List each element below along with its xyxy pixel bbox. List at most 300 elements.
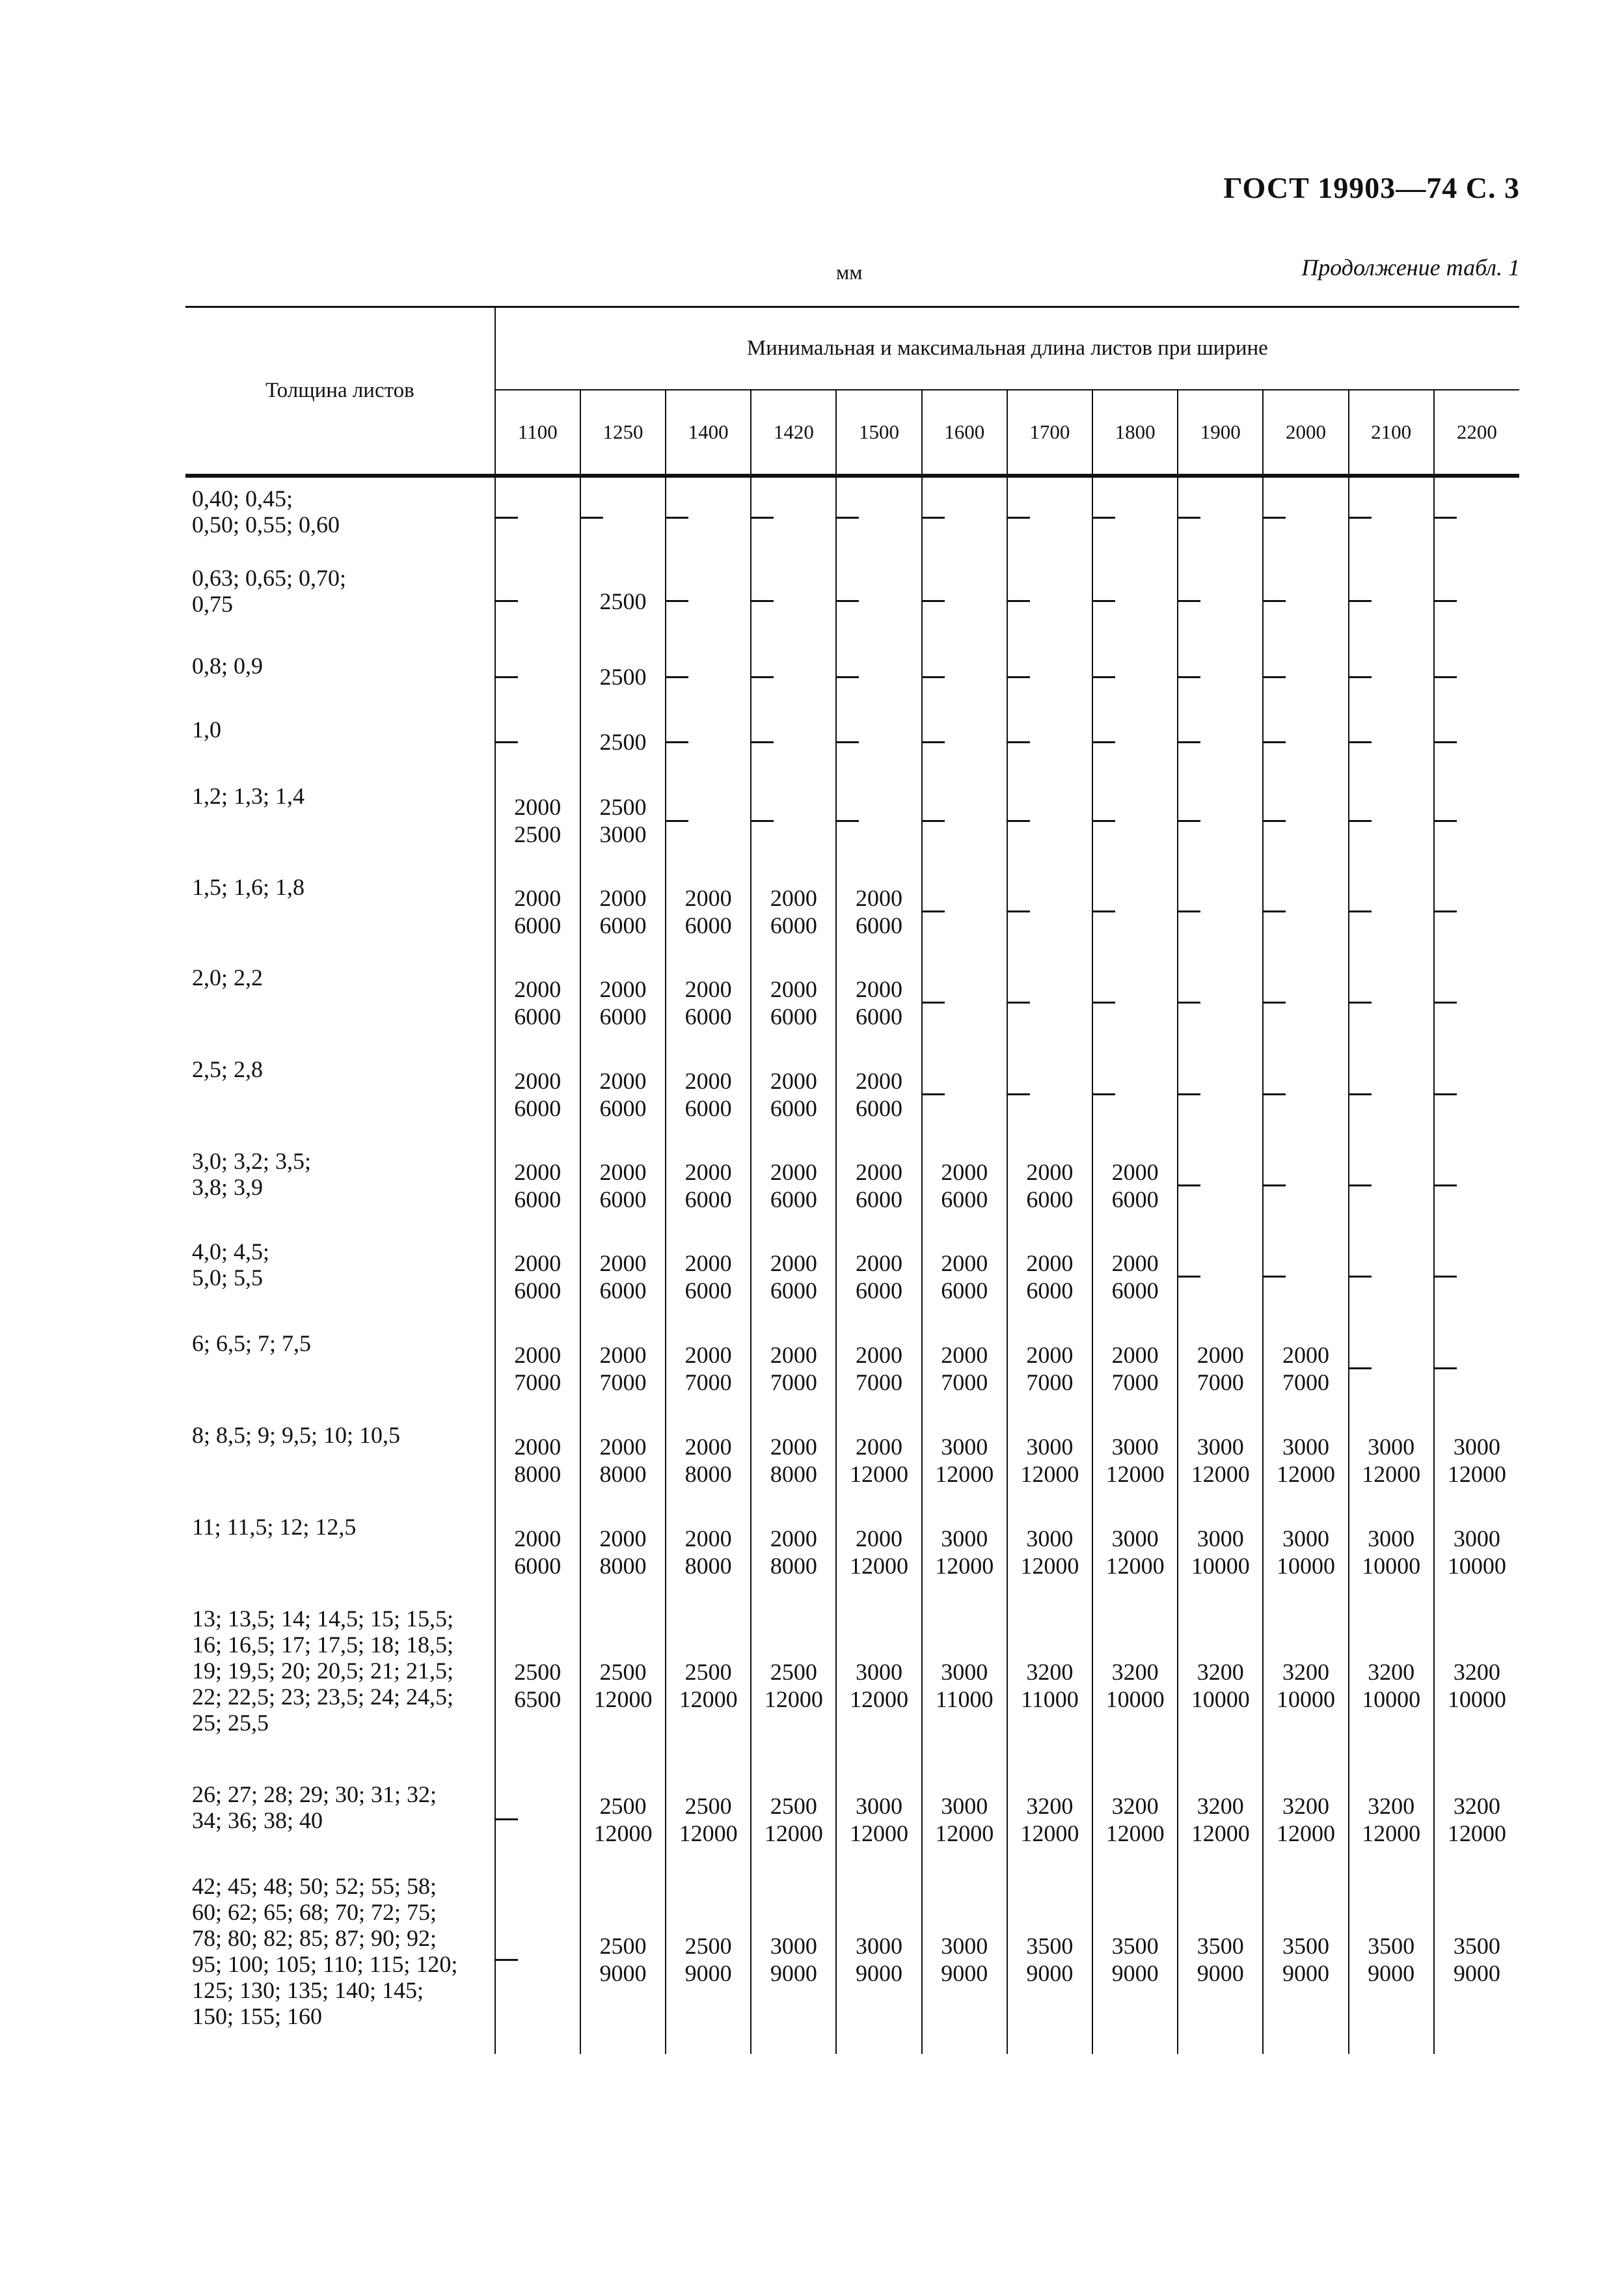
not-applicable-dash [1264,820,1286,822]
min-length: 2000 [684,1525,732,1552]
min-length: 3000 [1368,1525,1415,1552]
max-length: 10000 [1447,1552,1506,1579]
not-applicable-dash [1264,600,1286,602]
min-length: 3000 [941,1933,988,1959]
min-length: 2500 [684,1659,732,1685]
max-length: 2500 [514,821,562,847]
length-cell [1434,1140,1519,1231]
not-applicable-dash [1178,517,1200,519]
max-length: 6000 [684,1003,732,1030]
max-length: 10000 [1276,1552,1335,1579]
min-length: 2000 [684,1158,732,1185]
min-length: 2000 [856,1158,903,1185]
not-applicable-dash [581,517,603,519]
min-length: 2000 [599,884,647,911]
length-cell [580,476,666,557]
min-length: 2500 [599,664,647,690]
max-length: 12000 [1191,1820,1250,1846]
thickness-line: 2,0; 2,2 [192,965,264,991]
length-cell [836,1140,921,1231]
length-cell [666,1048,751,1140]
max-length: 12000 [1447,1460,1506,1487]
min-length: 3000 [1282,1525,1329,1552]
length-cell [1007,1598,1092,1773]
length-cell [836,775,921,866]
length-cell [751,1506,836,1598]
max-length: 6000 [599,912,647,938]
table-row [185,1231,1519,1322]
max-length: 12000 [1276,1460,1335,1487]
not-applicable-dash [1435,1367,1457,1369]
length-cell [922,775,1007,866]
min-length: 2500 [599,729,647,755]
length-cell [751,1140,836,1231]
not-applicable-dash [751,741,774,743]
not-applicable-dash [1264,1184,1286,1186]
sheet-length-table [185,306,1519,2054]
min-length: 2000 [856,1067,903,1094]
length-cell [836,709,921,775]
width-column-header: 1400 [666,390,751,476]
table-row [185,866,1519,957]
max-length: 9000 [684,1960,732,1986]
min-length: 2000 [1026,1158,1074,1185]
min-length: 2000 [599,976,647,1002]
max-length: 12000 [935,1460,994,1487]
not-applicable-dash [1349,600,1372,602]
length-cell [666,1322,751,1414]
length-cell [1007,1140,1092,1231]
thickness-line: 150; 155; 160 [192,2003,323,2029]
length-cell [836,957,921,1048]
not-applicable-dash [1093,741,1115,743]
not-applicable-dash [837,600,859,602]
not-applicable-dash [1349,1276,1372,1278]
not-applicable-dash [1349,1367,1372,1369]
max-length: 6000 [1026,1186,1074,1212]
length-cell [751,709,836,775]
max-length: 7000 [856,1369,903,1395]
max-length: 9000 [770,1960,817,1986]
length-cell [1263,866,1348,957]
min-length: 2000 [770,1525,817,1552]
unit-label: мм [836,260,863,284]
length-cell [495,1048,580,1140]
length-cell [751,1231,836,1322]
not-applicable-dash [923,741,945,743]
length-cell [1434,476,1519,557]
not-applicable-dash [1435,820,1457,822]
not-applicable-dash [837,741,859,743]
not-applicable-dash [1349,676,1372,678]
length-cell [1007,866,1092,957]
not-applicable-dash [1435,1276,1457,1278]
thickness-line: 1,0 [192,717,221,743]
table-row [185,645,1519,709]
max-length: 9000 [856,1960,903,1986]
max-length: 9000 [1368,1960,1415,1986]
min-length: 2000 [770,1067,817,1094]
thickness-line: 8; 8,5; 9; 9,5; 10; 10,5 [192,1422,401,1448]
min-length: 2000 [514,1525,562,1552]
length-cell [1434,1773,1519,1865]
table-row [185,1322,1519,1414]
length-cell [1434,709,1519,775]
thickness-cell [185,775,495,866]
min-length: 2000 [856,1341,903,1368]
length-cell [1263,645,1348,709]
max-length: 6000 [514,1003,562,1030]
max-length: 6000 [770,1003,817,1030]
max-length: 12000 [1362,1820,1421,1846]
max-length: 12000 [1105,1460,1165,1487]
min-length: 3000 [1111,1525,1159,1552]
not-applicable-dash [1093,517,1115,519]
min-length: 3000 [941,1525,988,1552]
min-length: 2500 [599,1933,647,1959]
length-cell [836,1506,921,1598]
min-length: 3200 [1111,1792,1159,1819]
length-cell [666,1231,751,1322]
length-cell [580,1865,666,2054]
max-length: 7000 [514,1369,562,1395]
length-cell [666,1506,751,1598]
thickness-line: 125; 130; 135; 140; 145; [192,1977,424,2003]
length-cell [1263,1506,1348,1598]
length-cell [580,775,666,866]
thickness-cell [185,557,495,645]
max-length: 12000 [850,1552,909,1579]
length-cell [1007,1322,1092,1414]
width-column-header: 1250 [580,390,666,476]
max-length: 8000 [599,1552,647,1579]
length-cell [836,557,921,645]
not-applicable-dash [1178,600,1200,602]
document-header: ГОСТ 19903—74 С. 3 [1223,171,1520,204]
min-length: 2000 [514,1250,562,1276]
length-cell [495,775,580,866]
max-length: 12000 [935,1552,994,1579]
not-applicable-dash [837,517,859,519]
length-cell [1007,775,1092,866]
length-cell [666,709,751,775]
length-cell [922,1140,1007,1231]
not-applicable-dash [1349,820,1372,822]
thickness-line: 16; 16,5; 17; 17,5; 18; 18,5; [192,1632,454,1658]
max-length: 6000 [514,912,562,938]
length-cell [580,557,666,645]
length-cell [1263,476,1348,557]
thickness-line: 5,0; 5,5 [192,1265,264,1291]
max-length: 7000 [941,1369,988,1395]
max-length: 12000 [1191,1460,1250,1487]
min-length: 3000 [856,1792,903,1819]
width-column-header: 1100 [495,390,580,476]
length-cell [751,1322,836,1414]
min-length: 3200 [1026,1659,1074,1685]
length-cell [1434,957,1519,1048]
thickness-line: 25; 25,5 [192,1710,269,1736]
width-column-header: 1600 [922,390,1007,476]
length-cell [1092,775,1178,866]
max-length: 12000 [593,1686,653,1712]
not-applicable-dash [1435,1184,1457,1186]
not-applicable-dash [1093,676,1115,678]
length-cell [1434,1865,1519,2054]
min-length: 2000 [856,976,903,1002]
max-length: 9000 [1026,1960,1074,1986]
not-applicable-dash [1349,1093,1372,1095]
thickness-line: 6; 6,5; 7; 7,5 [192,1330,312,1356]
min-length: 2000 [1026,1250,1074,1276]
min-length: 3000 [770,1933,817,1959]
length-cell [666,1773,751,1865]
thickness-line: 19; 19,5; 20; 20,5; 21; 21,5; [192,1658,454,1684]
length-cell [1178,1773,1263,1865]
max-length: 6000 [941,1277,988,1304]
length-cell [495,1414,580,1506]
max-length: 12000 [1020,1552,1079,1579]
not-applicable-dash [496,741,518,743]
not-applicable-dash [1008,600,1030,602]
max-length: 12000 [1105,1820,1165,1846]
table-row [185,1506,1519,1598]
length-cell [495,957,580,1048]
max-length: 6000 [684,912,732,938]
length-cell [1349,476,1434,557]
min-length: 3500 [1368,1933,1415,1959]
length-cell [1263,1414,1348,1506]
max-length: 8000 [684,1552,732,1579]
not-applicable-dash [1008,820,1030,822]
max-length: 10000 [1105,1686,1165,1712]
min-length: 2500 [599,588,647,614]
min-length: 2000 [514,794,562,820]
length-cell [495,866,580,957]
min-length: 3200 [1111,1659,1159,1685]
not-applicable-dash [923,517,945,519]
thickness-line: 4,0; 4,5; [192,1238,270,1265]
width-column-header: 1800 [1092,390,1178,476]
min-length: 3000 [941,1433,988,1460]
max-length: 8000 [770,1460,817,1487]
max-length: 6000 [684,1277,732,1304]
length-cell [1007,1231,1092,1322]
min-length: 3000 [1111,1433,1159,1460]
length-cell [580,1048,666,1140]
thickness-line: 1,2; 1,3; 1,4 [192,783,305,809]
min-length: 2000 [514,884,562,911]
max-length: 6000 [514,1186,562,1212]
max-length: 10000 [1362,1686,1421,1712]
length-cell [1263,1865,1348,2054]
thickness-cell [185,709,495,775]
max-length: 12000 [935,1820,994,1846]
max-length: 12000 [850,1820,909,1846]
length-cell [1092,1506,1178,1598]
width-column-header: 1900 [1178,390,1263,476]
length-cell [1178,1140,1263,1231]
not-applicable-dash [751,517,774,519]
length-cell [1349,1414,1434,1506]
max-length: 6000 [856,1186,903,1212]
length-cell [580,1322,666,1414]
length-cell [1178,1506,1263,1598]
min-length: 3500 [1026,1933,1074,1959]
width-column-header: 1700 [1007,390,1092,476]
not-applicable-dash [1264,741,1286,743]
not-applicable-dash [1435,910,1457,912]
min-length: 2000 [599,1250,647,1276]
not-applicable-dash [1178,910,1200,912]
min-length: 3000 [1453,1525,1500,1552]
thickness-line: 1,5; 1,6; 1,8 [192,874,305,900]
max-length: 6000 [1111,1277,1159,1304]
not-applicable-dash [496,517,518,519]
length-cell [922,709,1007,775]
thickness-line: 22; 22,5; 23; 23,5; 24; 24,5; [192,1684,454,1710]
length-cell [922,1773,1007,1865]
max-length: 7000 [1111,1369,1159,1395]
length-cell [580,957,666,1048]
min-length: 3200 [1368,1792,1415,1819]
table-continuation-label: Продолжение табл. 1 [1301,254,1520,280]
length-cell [836,1231,921,1322]
thickness-line: 0,8; 0,9 [192,653,264,679]
length-cell [1434,645,1519,709]
length-cell [1007,1506,1092,1598]
length-cell [1178,1598,1263,1773]
min-length: 3200 [1197,1792,1244,1819]
length-cell [666,775,751,866]
thickness-cell [185,1598,495,1773]
min-length: 2000 [1111,1158,1159,1185]
max-length: 10000 [1191,1686,1250,1712]
max-length: 10000 [1276,1686,1335,1712]
length-cell [666,1865,751,2054]
length-cell [1178,866,1263,957]
length-cell [1349,1773,1434,1865]
min-length: 3200 [1368,1659,1415,1685]
not-applicable-dash [1008,1002,1030,1004]
length-cell [495,476,580,557]
min-length: 3200 [1282,1659,1329,1685]
min-length: 3200 [1453,1659,1500,1685]
thickness-cell [185,1048,495,1140]
max-length: 6000 [856,1095,903,1121]
not-applicable-dash [1349,910,1372,912]
min-length: 3200 [1026,1792,1074,1819]
max-length: 9000 [1111,1960,1159,1986]
length-cell [1178,957,1263,1048]
length-cell [580,1140,666,1231]
length-cell [1263,557,1348,645]
length-cell [836,1414,921,1506]
table-row [185,1140,1519,1231]
thickness-cell [185,1506,495,1598]
max-length: 12000 [593,1820,653,1846]
length-cell [666,866,751,957]
length-cell [1007,709,1092,775]
length-cell [666,1598,751,1773]
min-length: 2500 [770,1659,817,1685]
length-cell [751,957,836,1048]
max-length: 12000 [679,1820,738,1846]
max-length: 6000 [514,1552,562,1579]
table-row [185,476,1519,557]
length-cell [922,1506,1007,1598]
max-length: 12000 [850,1686,909,1712]
not-applicable-dash [1178,820,1200,822]
length-cell [495,1598,580,1773]
max-length: 12000 [764,1820,823,1846]
length-cell [922,866,1007,957]
length-cell [1092,1865,1178,2054]
min-length: 2000 [599,1341,647,1368]
max-length: 6000 [770,1186,817,1212]
max-length: 9000 [1282,1960,1329,1986]
length-cell [666,1414,751,1506]
not-applicable-dash [1008,517,1030,519]
max-length: 6000 [599,1186,647,1212]
length-cell [1178,775,1263,866]
not-applicable-dash [1435,741,1457,743]
max-length: 8000 [599,1460,647,1487]
length-cell [836,866,921,957]
not-applicable-dash [1435,676,1457,678]
not-applicable-dash [666,600,688,602]
min-length: 2000 [684,1341,732,1368]
length-cell [922,476,1007,557]
min-length: 2000 [856,1250,903,1276]
not-applicable-dash [666,820,688,822]
max-length: 6000 [770,1095,817,1121]
length-cell [1178,476,1263,557]
thickness-cell [185,1322,495,1414]
length-cell [922,1048,1007,1140]
not-applicable-dash [1349,517,1372,519]
max-length: 10000 [1191,1552,1250,1579]
not-applicable-dash [496,1959,518,1961]
length-cell [1349,1140,1434,1231]
thickness-cell [185,1865,495,2054]
length-cell [1092,1140,1178,1231]
min-length: 2000 [770,1250,817,1276]
length-cell [666,1140,751,1231]
min-length: 3200 [1197,1659,1244,1685]
length-cell [751,1414,836,1506]
max-length: 6000 [514,1095,562,1121]
max-length: 12000 [1276,1820,1335,1846]
length-cell [1263,1140,1348,1231]
length-cell [751,1598,836,1773]
min-length: 3200 [1282,1792,1329,1819]
length-cell [1349,1231,1434,1322]
min-length: 2000 [514,1341,562,1368]
min-length: 3000 [1026,1433,1074,1460]
min-length: 2000 [1111,1341,1159,1368]
not-applicable-dash [751,600,774,602]
max-length: 11000 [1021,1686,1079,1712]
length-cell [1092,476,1178,557]
not-applicable-dash [1178,1184,1200,1186]
not-applicable-dash [1264,910,1286,912]
length-cell [1007,557,1092,645]
not-applicable-dash [923,1093,945,1095]
length-cell [495,1140,580,1231]
length-cell [495,1865,580,2054]
max-length: 6000 [856,1277,903,1304]
